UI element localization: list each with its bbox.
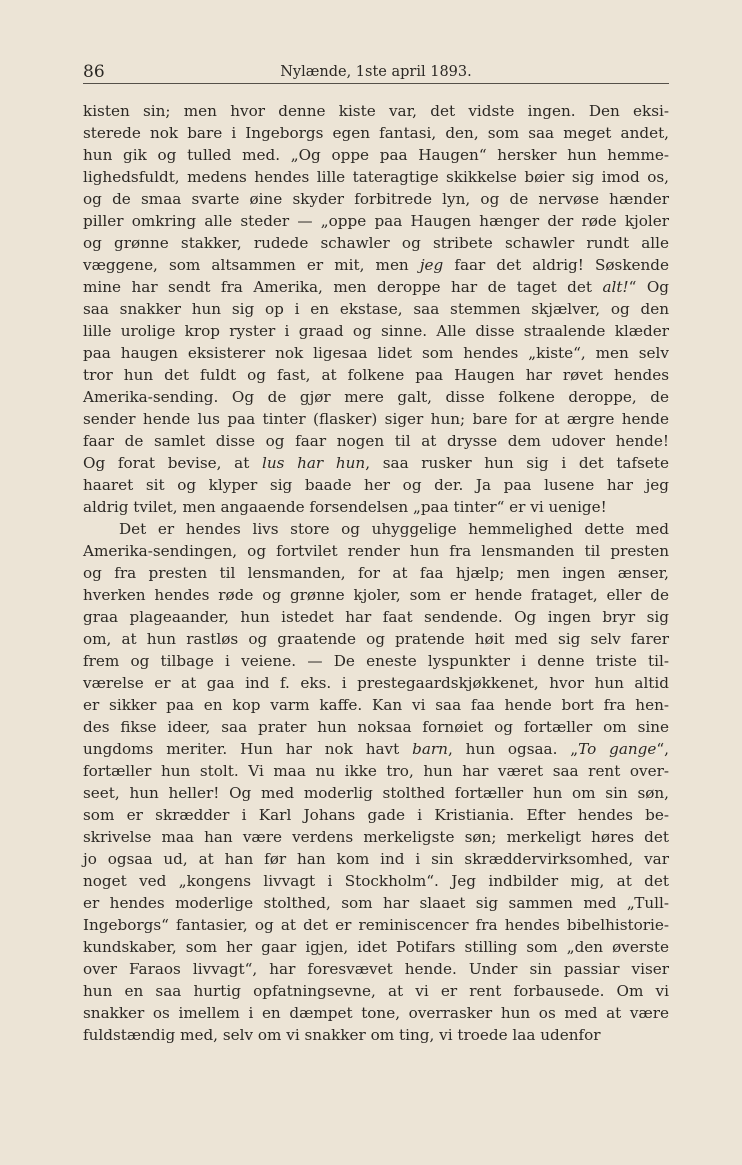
text-line [83,694,669,716]
text-run: om, at hun rastløs og graatende og pratende høit med sig selv farer [83,630,669,648]
text-line [83,1024,669,1046]
text-line [83,738,669,760]
text-run: des fikse ideer, saa prater hun noksaa fornøiet og fortæller om sine [83,718,669,736]
text-line [83,914,669,936]
text-run: over Faraos livvagt“, har foresvævet hende. Under sin passiar viser [83,960,669,978]
text-run: saa snakker hun sig op i en ekstase, saa stemmen skjælver, og den [83,300,669,318]
text-run: Amerika-sendingen, og fortvilet render hun fra lensmanden til presten [83,542,669,560]
text-run: og de smaa svarte øine skyder forbitrede lyn, og de nervøse hænder [83,190,669,208]
text-run: hun en saa hurtig opfatningsevne, at vi er rent forbausede. Om vi [83,982,669,1000]
italic-run: jeg [419,256,444,274]
text-line [83,188,669,210]
text-run: , saa rusker hun sig i det tafsete [365,454,670,472]
text-line [83,760,669,782]
text-line [83,892,669,914]
italic-run: To gange [578,740,657,758]
text-run: sterede nok bare i Ingeborgs egen fantasi, den, som saa meget andet, [83,124,669,142]
text-line [83,232,669,254]
text-run: , hun ogsaa. „ [447,740,579,758]
text-run: faar det aldrig! Søskende [443,256,669,274]
text-run: aldrig tvilet, men angaaende forsendelsen „paa tinter“ er vi uenige! [83,498,607,516]
text-run: tror hun det fuldt og fast, at folkene paa Haugen har røvet hendes [83,366,669,384]
text-run: piller omkring alle steder — „oppe paa Haugen hænger der røde kjoler [83,212,669,230]
text-line [83,474,669,496]
text-run: og fra presten til lensmanden, for at faa hjælp; men ingen ænser, [83,564,669,582]
text-run: Og forat bevise, at [83,454,262,472]
text-run: graa plageaander, hun istedet har faat sendende. Og ingen bryr sig [83,608,669,626]
text-run: ungdoms meriter. Hun har nok havt [83,740,413,758]
text-run: Amerika-sending. Og de gjør mere galt, disse folkene deroppe, de [83,388,669,406]
text-line [83,804,669,826]
text-run: seet, hun heller! Og med moderlig stolthed fortæller hun om sin søn, [83,784,669,802]
text-run: fuldstændig med, selv om vi snakker om ting, vi troede laa udenfor [83,1026,601,1044]
text-run: værelse er at gaa ind f. eks. i prestegaardskjøkkenet, hvor hun altid [83,674,669,692]
page-number: 86 [83,62,105,82]
text-run: er sikker paa en kop varm kaffe. Kan vi saa faa hende bort fra hen- [83,696,669,714]
text-run: mine har sendt fra Amerika, men deroppe har de taget det [83,278,603,296]
text-line [83,100,669,122]
text-run: noget ved „kongens livvagt i Stockholm“. Jeg indbilder mig, at det [83,872,669,890]
body-text [83,100,669,1046]
italic-run: alt! [602,278,629,296]
text-run: og grønne stakker, rudede schawler og stribete schawler rundt alle [83,234,669,252]
text-line [83,782,669,804]
text-line [83,298,669,320]
text-run: hun gik og tulled med. „Og oppe paa Haugen“ hersker hun hemme- [83,146,669,164]
text-run: “, [656,740,669,758]
text-line [83,254,669,276]
italic-run: barn [412,740,448,758]
text-run: snakker os imellem i en dæmpet tone, overrasker hun os med at være [83,1004,669,1022]
text-line [83,870,669,892]
text-line [83,848,669,870]
text-line [83,496,669,518]
text-run: lighedsfuldt, medens hendes lille tateragtige skikkelse bøier sig imod os, [83,168,669,186]
text-line [83,430,669,452]
text-run: kisten sin; men hvor denne kiste var, det vidste ingen. Den eksi- [83,102,669,120]
text-line [83,584,669,606]
text-line [83,562,669,584]
text-run: kundskaber, som her gaar igjen, idet Potifars stilling som „den øverste [83,938,669,956]
text-run: som er skrædder i Karl Johans gade i Kristiania. Efter hendes be- [83,806,669,824]
text-line [83,320,669,342]
paragraph [83,100,669,518]
text-line [83,980,669,1002]
paragraph [83,518,669,1046]
text-line [83,364,669,386]
text-run: skrivelse maa han være verdens merkeligste søn; merkeligt høres det [83,828,669,846]
text-run: Det er hendes livs store og uhyggelige hemmelighed dette med [119,520,669,538]
text-line [83,210,669,232]
text-line [83,122,669,144]
text-line [83,650,669,672]
text-run: frem og tilbage i veiene. — De eneste lyspunkter i denne triste til- [83,652,669,670]
text-run: lille urolige krop ryster i graad og sinne. Alle disse straalende klæder [83,322,669,340]
text-line [83,408,669,430]
text-line [83,540,669,562]
text-line [83,342,669,364]
text-line [83,958,669,980]
text-line [83,386,669,408]
text-line [83,144,669,166]
text-run: fortæller hun stolt. Vi maa nu ikke tro, hun har været saa rent over- [83,762,669,780]
text-run: jo ogsaa ud, at han før han kom ind i sin skræddervirksomhed, var [83,850,669,868]
text-run: Ingeborgs“ fantasier, og at det er reminiscencer fra hendes bibelhistorie- [83,916,669,934]
text-line [83,1002,669,1024]
text-line [83,628,669,650]
text-line [83,606,669,628]
italic-run: lus har hun [261,454,366,472]
text-run: “ Og [628,278,669,296]
text-line [83,716,669,738]
text-run: er hendes moderlige stolthed, som har slaaet sig sammen med „Tull- [83,894,669,912]
text-run: faar de samlet disse og faar nogen til at drysse dem udover hende! [83,432,669,450]
text-line [83,518,669,540]
text-line [83,672,669,694]
text-line [83,936,669,958]
text-line [83,166,669,188]
running-title: Nylænde, 1ste april 1893. [280,64,472,80]
text-line [83,452,669,474]
text-run: hverken hendes røde og grønne kjoler, som er hende frataget, eller de [83,586,669,604]
text-run: haaret sit og klyper sig baade her og der. Ja paa lusene har jeg [83,476,669,494]
text-run: paa haugen eksisterer nok ligesaa lidet som hendes „kiste“, men selv [83,344,669,362]
page-header [83,60,669,86]
header-rule [83,83,669,84]
text-run: væggene, som altsammen er mit, men [83,256,420,274]
text-line [83,276,669,298]
text-run: sender hende lus paa tinter (flasker) siger hun; bare for at ærgre hende [83,410,669,428]
text-line [83,826,669,848]
